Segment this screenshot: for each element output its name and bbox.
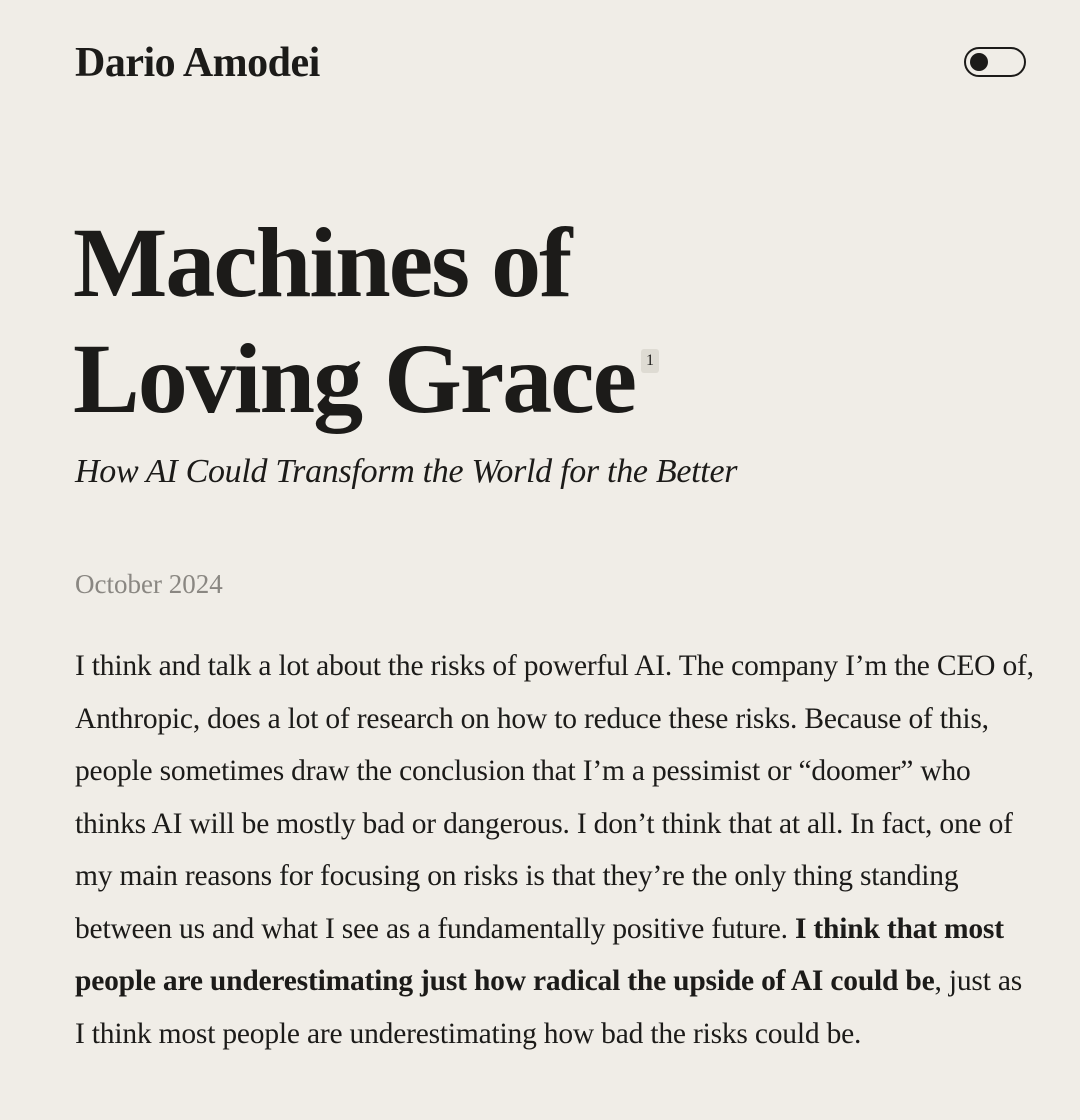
article-subtitle: How AI Could Transform the World for the Better [75,453,738,490]
footnote-1-link[interactable]: 1 [641,349,659,373]
article-title-line-2: Loving Grace [73,323,636,434]
intro-text-1: I think and talk a lot about the risks of powerful AI. The company I’m the CEO of, Anthropic, does a lot of research on how to reduce these risks. Because of this, people sometimes draw the conclusion that I’m a pessimist or “doomer” who thinks AI will be mostly bad or dangerous. I don’t think that at all. In fact, one of my main reasons for focusing on risks is that they’re the only thing standing between us and what I see as a fundamentally positive future. [75,650,1034,945]
article-title-line-1: Machines of [73,207,571,318]
publish-date: October 2024 [75,569,223,599]
toggle-knob-icon [970,53,988,71]
theme-toggle-button[interactable] [964,47,1026,77]
article-title [73,205,659,437]
intro-text-2: , just as I think most people are underestimating how bad the risks could be. [75,965,1023,1050]
intro-paragraph [75,640,1035,1060]
intro-bold-text: I think that most people are underestimating just how radical the upside of AI could be [75,912,1004,997]
site-title[interactable]: Dario Amodei [75,40,320,86]
